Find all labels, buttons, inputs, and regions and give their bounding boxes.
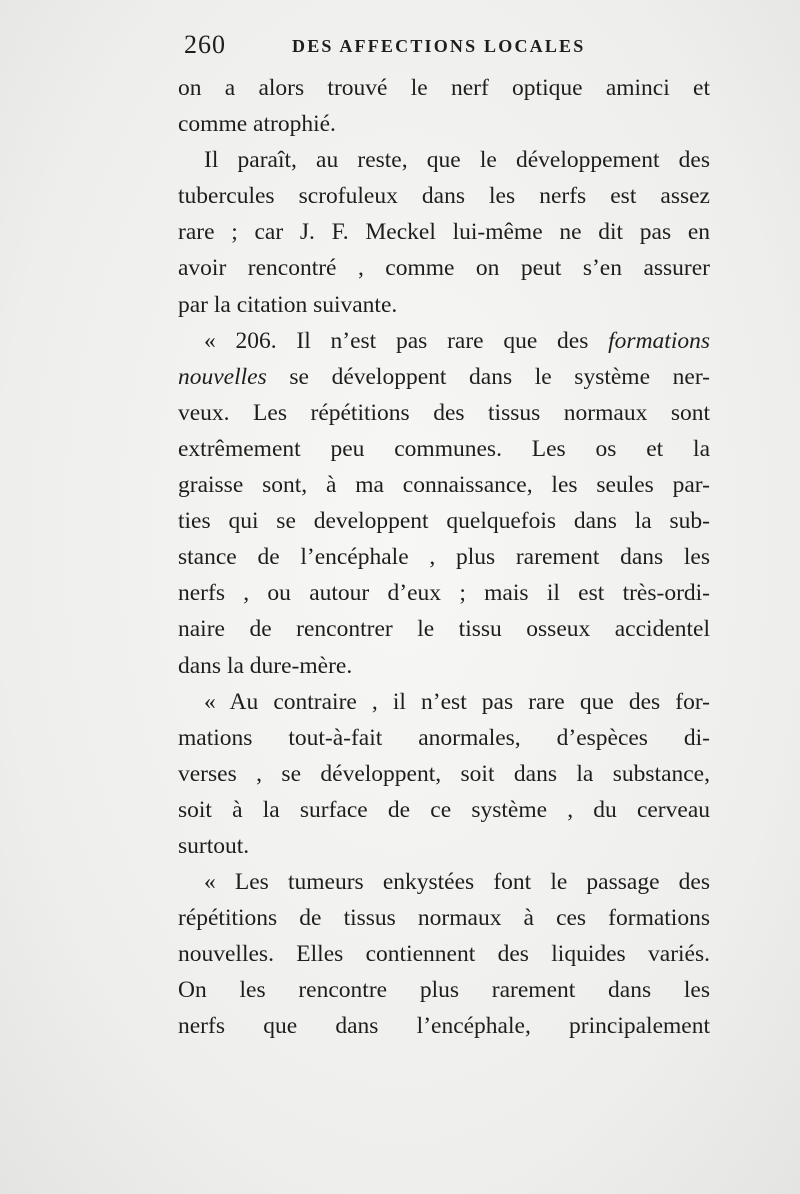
text-line: verses , se développent, soit dans la substance,	[178, 760, 710, 787]
text-line: naire de rencontrer le tissu osseux accidentel	[178, 616, 710, 643]
text-line: nouvelles. Elles contiennent des liquides variés.	[178, 941, 710, 968]
text-line: stance de l’encéphale , plus rarement dans les	[178, 544, 710, 571]
text-line: soit à la surface de ce système , du cerveau	[178, 796, 710, 823]
text-line: par la citation suivante.	[178, 291, 398, 318]
text-line: Il paraît, au reste, que le développement des	[204, 147, 710, 174]
text-line: nerfs que dans l’encéphale, principalement	[178, 1013, 710, 1040]
text-line: mations tout-à-fait anormales, d’espèces di-	[178, 724, 710, 751]
text-line: « Au contraire , il n’est pas rare que des for-	[204, 688, 710, 715]
text-line: graisse sont, à ma connaissance, les seules par-	[178, 472, 710, 499]
text-line	[178, 359, 710, 395]
page-number: 260	[184, 30, 226, 59]
page-header	[180, 30, 740, 64]
text-line: « Les tumeurs enkystées font le passage des	[204, 869, 710, 896]
text-line: On les rencontre plus rarement dans les	[178, 977, 710, 1004]
running-head: DES AFFECTIONS LOCALES	[292, 36, 586, 56]
text-line: on a alors trouvé le nerf optique aminci et	[178, 75, 710, 101]
text-line: veux. Les répétitions des tissus normaux sont	[178, 399, 710, 426]
text-line: surtout.	[178, 832, 250, 859]
text-line: extrêmement peu communes. Les os et la	[178, 435, 710, 462]
text-line: rare ; car J. F. Meckel lui-même ne dit pas en	[178, 219, 710, 246]
text-line: comme atrophié.	[178, 111, 336, 138]
text-line	[178, 323, 710, 359]
text-line: dans la dure-mère.	[178, 652, 353, 679]
italic-text: nouvelles	[178, 363, 267, 390]
text-line: avoir rencontré , comme on peut s’en assurer	[178, 255, 710, 282]
text-segment: se développent dans le système ner-	[266, 363, 710, 390]
italic-text: formations	[608, 327, 710, 354]
text-line: ties qui se developpent quelquefois dans la sub-	[178, 508, 710, 535]
text-line: tubercules scrofuleux dans les nerfs est assez	[178, 183, 710, 210]
text-segment: « 206. Il n’est pas rare que des	[204, 327, 609, 354]
body-text	[178, 70, 710, 1045]
text-line: répétitions de tissus normaux à ces formations	[178, 905, 710, 932]
text-line: nerfs , ou autour d’eux ; mais il est très-ordi-	[178, 580, 710, 607]
